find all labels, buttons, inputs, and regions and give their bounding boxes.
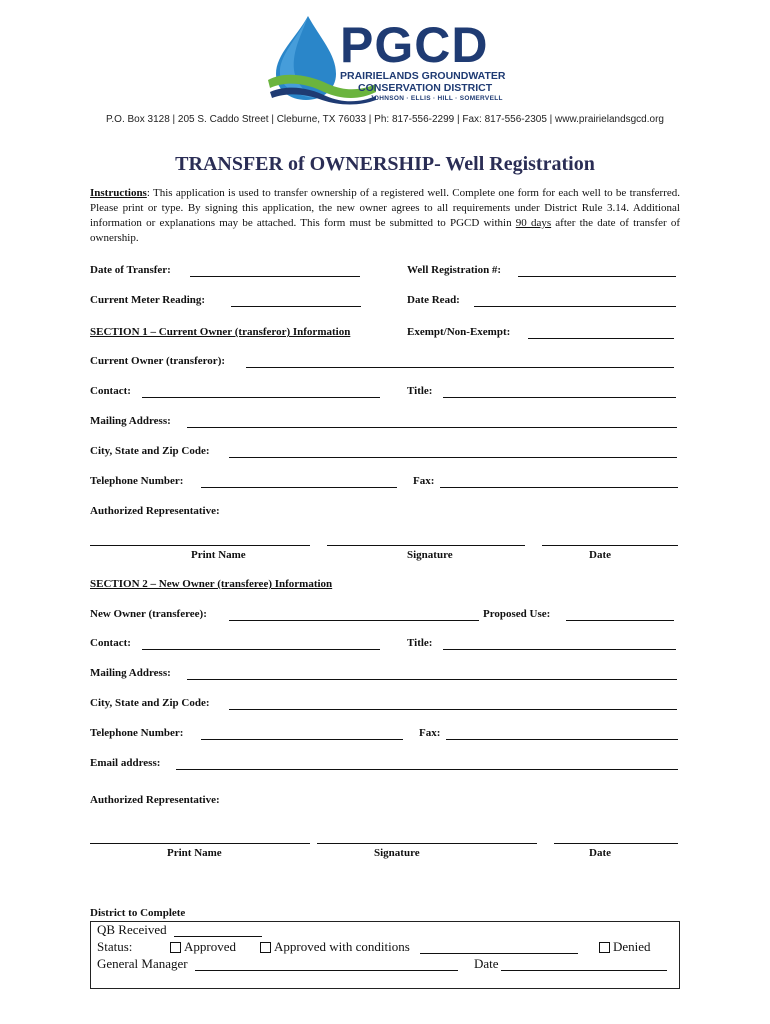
- email-field[interactable]: [176, 769, 678, 770]
- title-label-2: Title:: [407, 637, 433, 649]
- logo-text: [340, 17, 520, 103]
- meter-reading-label: Current Meter Reading:: [90, 294, 206, 306]
- approved-conditions-option[interactable]: [260, 939, 410, 955]
- status-label: Status:: [97, 939, 133, 954]
- instructions: [90, 186, 680, 246]
- city-state-zip-label-1: City, State and Zip Code:: [90, 445, 210, 457]
- current-owner-label: Current Owner (transferor):: [90, 355, 226, 367]
- fax-label-2: Fax:: [419, 727, 441, 739]
- contact-field-1[interactable]: [142, 397, 380, 398]
- date-of-transfer-label: Date of Transfer:: [90, 264, 171, 276]
- current-owner-field[interactable]: [246, 367, 674, 368]
- well-registration-field[interactable]: [518, 276, 676, 277]
- fax-label-1: Fax:: [413, 475, 435, 487]
- instructions-days: 90 days: [515, 217, 552, 229]
- contact-field-2[interactable]: [142, 649, 380, 650]
- approved-label: Approved: [184, 939, 236, 954]
- telephone-label-2: Telephone Number:: [90, 727, 184, 739]
- city-state-zip-field-1[interactable]: [229, 457, 677, 458]
- brand-line-1: PRAIRIELANDS GROUNDWATER: [340, 70, 506, 82]
- signature-caption-1: Signature: [407, 549, 453, 561]
- exempt-field[interactable]: [528, 338, 674, 339]
- contact-line: P.O. Box 3128 | 205 S. Caddo Street | Cleburne, TX 76033 | Ph: 817-556-2299 | Fax: 817-556-2305 | www.prairielandsgcd.org: [106, 114, 664, 125]
- date-read-field[interactable]: [474, 306, 676, 307]
- title-field-1[interactable]: [443, 397, 676, 398]
- proposed-use-field[interactable]: [566, 620, 674, 621]
- mailing-address-label-1: Mailing Address:: [90, 415, 171, 427]
- city-state-zip-label-2: City, State and Zip Code:: [90, 697, 210, 709]
- city-state-zip-field-2[interactable]: [229, 709, 677, 710]
- section-1-heading: SECTION 1 – Current Owner (transferor) Information: [90, 326, 351, 338]
- approved-conditions-checkbox[interactable]: [260, 942, 271, 953]
- fax-field-2[interactable]: [446, 739, 678, 740]
- new-owner-label: New Owner (transferee):: [90, 608, 207, 620]
- telephone-field-1[interactable]: [201, 487, 397, 488]
- signature-field-2[interactable]: [317, 843, 537, 844]
- new-owner-field[interactable]: [229, 620, 479, 621]
- proposed-use-label: Proposed Use:: [483, 608, 551, 620]
- contact-label-2: Contact:: [90, 637, 131, 649]
- district-heading: District to Complete: [90, 907, 186, 919]
- authorized-rep-label-1: Authorized Representative:: [90, 505, 220, 517]
- print-name-field-2[interactable]: [90, 843, 310, 844]
- denied-checkbox[interactable]: [599, 942, 610, 953]
- district-date-label: Date: [474, 956, 499, 971]
- signature-caption-2: Signature: [374, 847, 420, 859]
- qb-received-label: QB Received: [97, 922, 167, 937]
- approved-option[interactable]: [170, 939, 236, 955]
- approved-checkbox[interactable]: [170, 942, 181, 953]
- date-read-label: Date Read:: [407, 294, 460, 306]
- section-2-heading: SECTION 2 – New Owner (transferee) Information: [90, 578, 333, 590]
- meter-reading-field[interactable]: [231, 306, 361, 307]
- brand-line-3: JOHNSON · ELLIS · HILL · SOMERVELL: [370, 95, 503, 102]
- print-name-caption-2: Print Name: [167, 847, 222, 859]
- email-label: Email address:: [90, 757, 161, 769]
- date-field-1[interactable]: [542, 545, 678, 546]
- fax-field-1[interactable]: [440, 487, 678, 488]
- page-title: TRANSFER of OWNERSHIP- Well Registration: [175, 153, 595, 175]
- exempt-label: Exempt/Non-Exempt:: [407, 326, 511, 338]
- telephone-label-1: Telephone Number:: [90, 475, 184, 487]
- instructions-text-2: after the date of transfer of ownership.: [90, 217, 680, 244]
- mailing-address-field-1[interactable]: [187, 427, 677, 428]
- date-field-2[interactable]: [554, 843, 678, 844]
- print-name-field-1[interactable]: [90, 545, 310, 546]
- authorized-rep-label-2: Authorized Representative:: [90, 794, 220, 806]
- brand-name: PGCD: [340, 17, 489, 73]
- mailing-address-field-2[interactable]: [187, 679, 677, 680]
- brand-line-2: CONSERVATION DISTRICT: [358, 82, 493, 94]
- district-box: [90, 921, 680, 989]
- district-date-field[interactable]: [501, 970, 667, 971]
- date-of-transfer-field[interactable]: [190, 276, 360, 277]
- mailing-address-label-2: Mailing Address:: [90, 667, 171, 679]
- signature-field-1[interactable]: [327, 545, 525, 546]
- title-label-1: Title:: [407, 385, 433, 397]
- approved-conditions-label: Approved with conditions: [274, 939, 410, 954]
- general-manager-label: General Manager: [97, 956, 188, 971]
- general-manager-field[interactable]: [195, 970, 458, 971]
- denied-option[interactable]: [599, 939, 651, 955]
- conditions-field[interactable]: [420, 953, 578, 954]
- contact-label-1: Contact:: [90, 385, 131, 397]
- instructions-text-1: : This application is used to transfer ownership of a registered well. Complete one form for each well to be transferred. Please print or type. By signing this application, the new owner agrees to all requirements under District Rule 3.14. Additional information or explanations may be attached. This form must be submitted to PGCD within: [90, 187, 680, 229]
- date-caption-1: Date: [589, 549, 611, 561]
- instructions-label: Instructions: [90, 187, 147, 199]
- telephone-field-2[interactable]: [201, 739, 403, 740]
- date-caption-2: Date: [589, 847, 611, 859]
- title-field-2[interactable]: [443, 649, 676, 650]
- denied-label: Denied: [613, 939, 651, 954]
- print-name-caption-1: Print Name: [191, 549, 246, 561]
- well-registration-label: Well Registration #:: [407, 264, 502, 276]
- qb-received-field[interactable]: [174, 936, 262, 937]
